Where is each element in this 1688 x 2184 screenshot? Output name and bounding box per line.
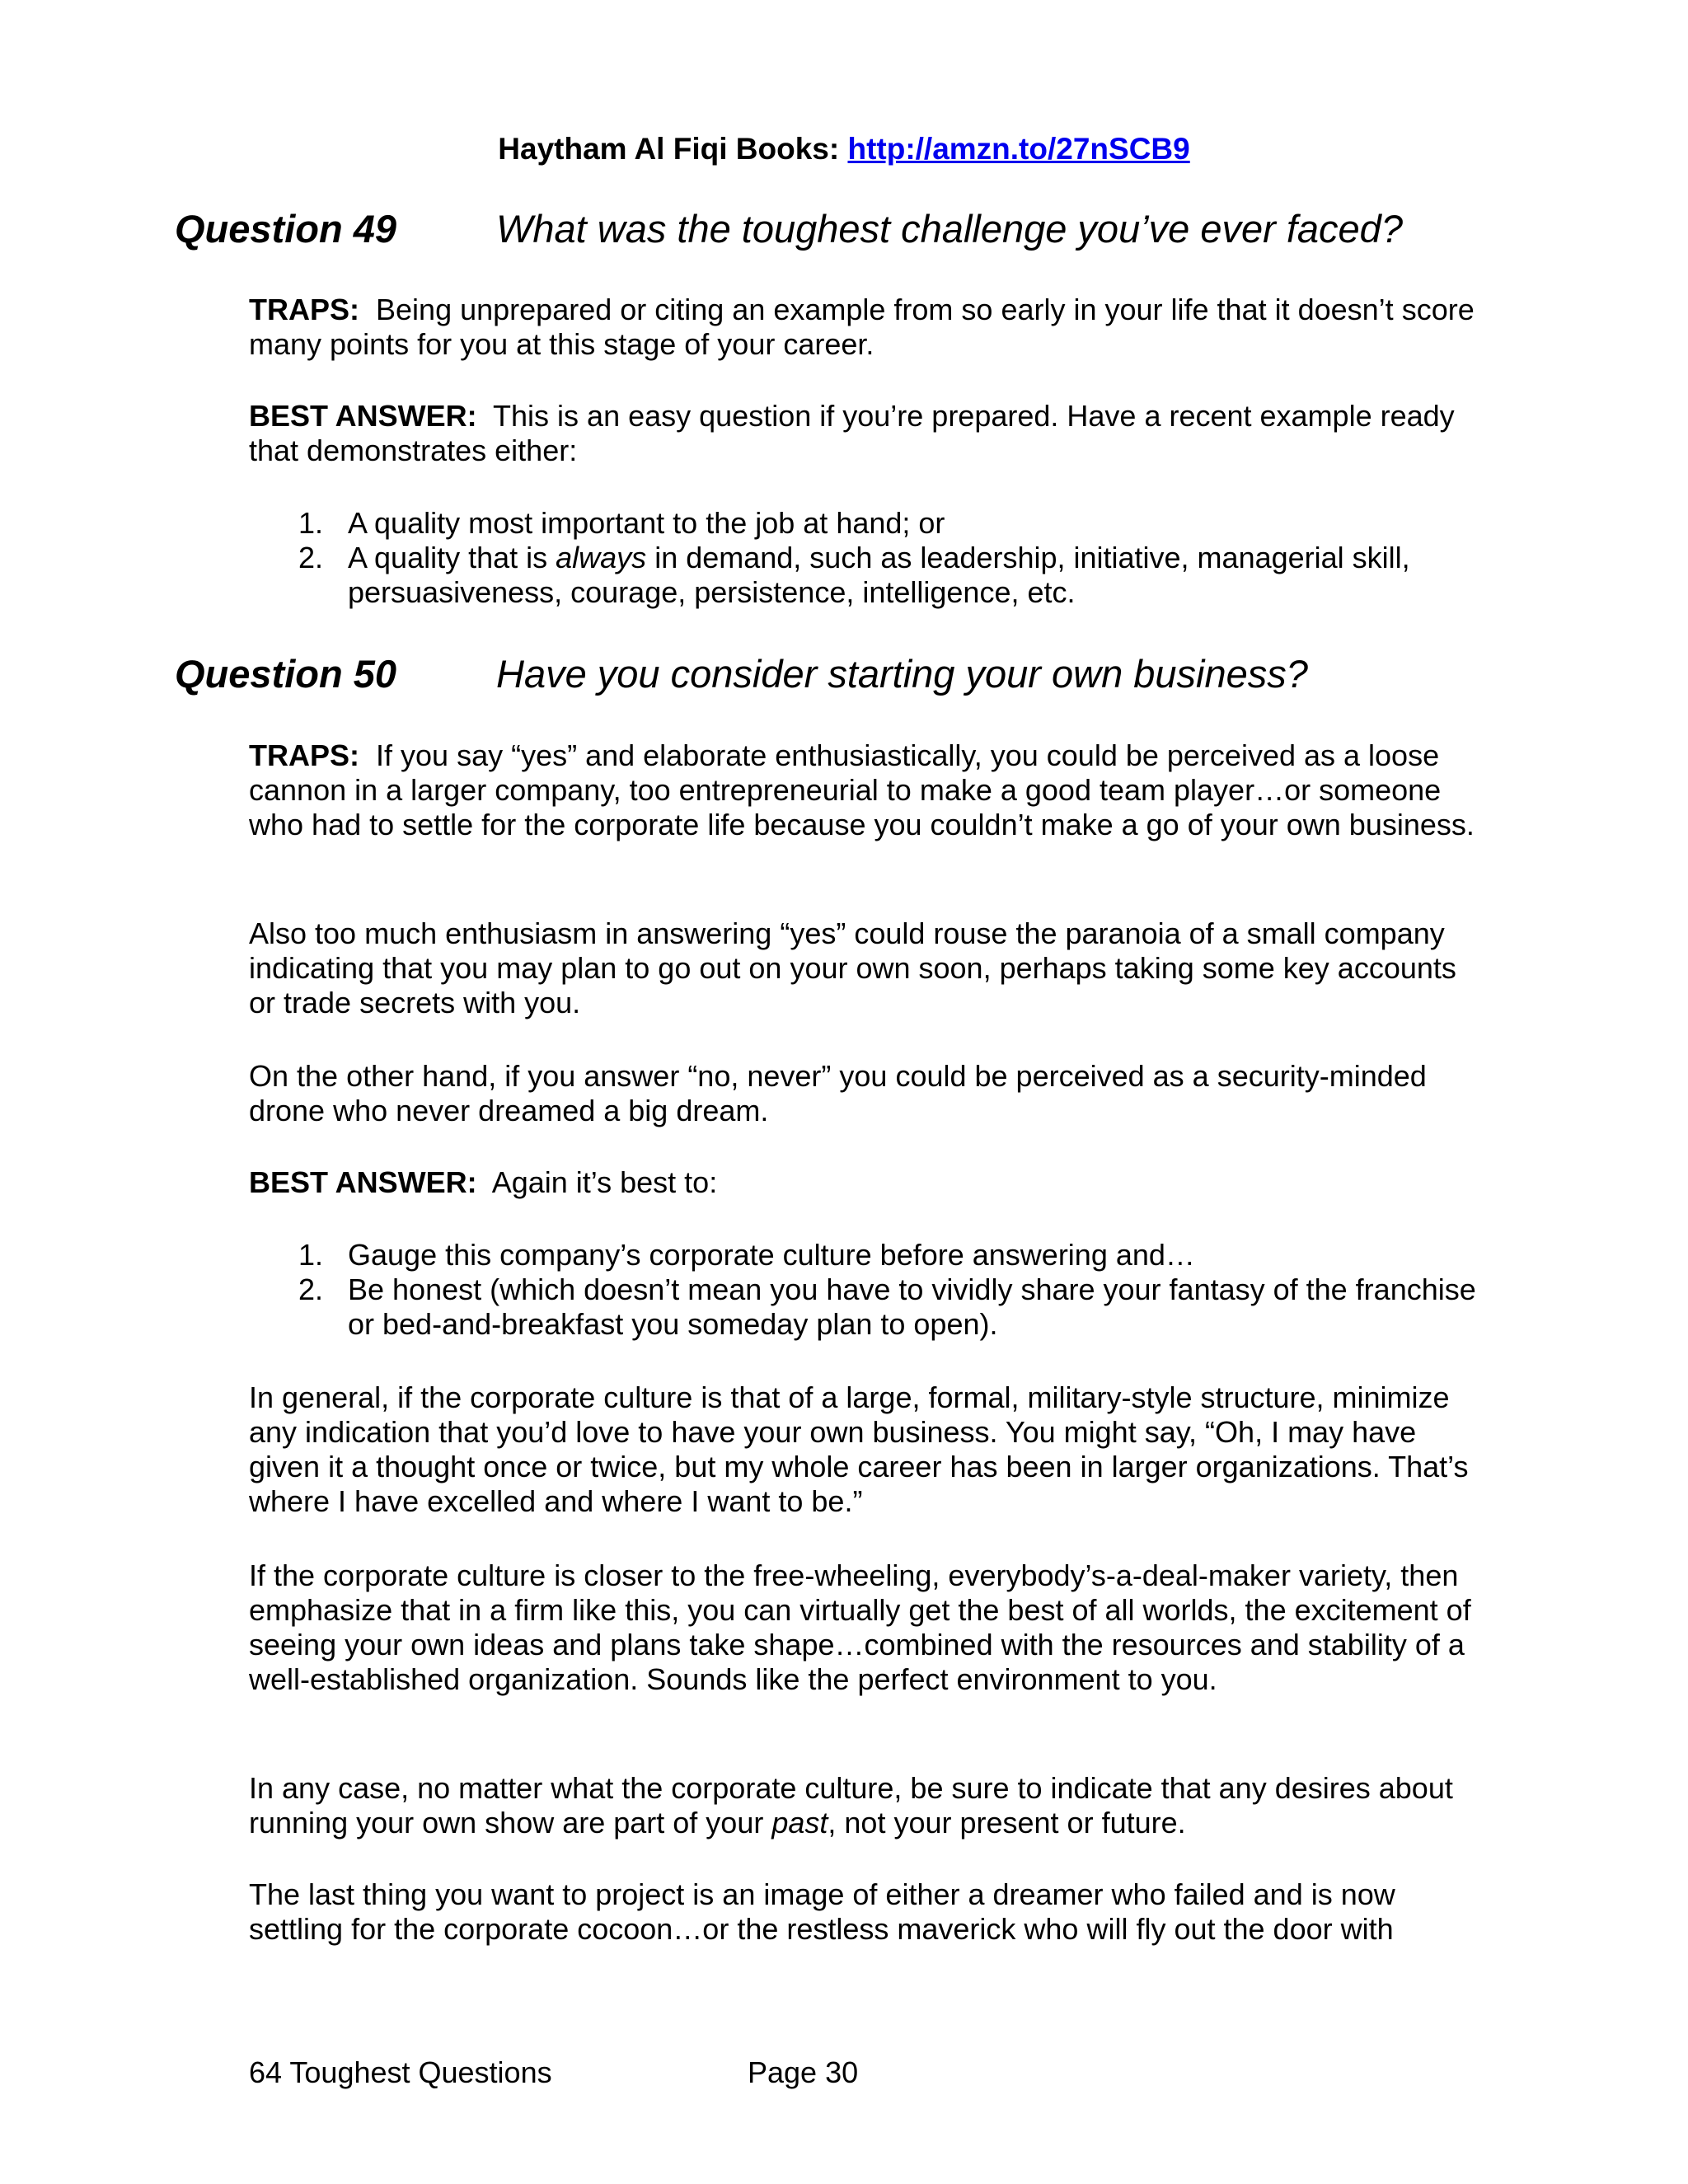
question-49-traps	[249, 293, 1485, 362]
paragraph-also: Also too much enthusiasm in answering “yes” could rouse the paranoia of a small company indicating that you may plan to go out on your own soon, perhaps taking some key accounts or trade secrets with you.	[249, 916, 1456, 1019]
question-49-number: Question 49	[175, 207, 397, 251]
header-label: Haytham Al Fiqi Books:	[498, 132, 848, 166]
list-item-text: Be honest (which doesn’t mean you have to vividly share your fantasy of the franchise or bed-and-breakfast you someday plan to open).	[348, 1272, 1476, 1341]
question-49-title: What was the toughest challenge you’ve ever faced?	[496, 207, 1403, 251]
list-item-text: A quality most important to the job at hand; or	[348, 506, 945, 540]
list-item	[249, 506, 1485, 541]
paragraph-general: In general, if the corporate culture is that of a large, formal, military-style structure, minimize any indication that you’d love to have your own business. You might say, “Oh, I may have given it a thought once or twice, but my whole career has been in larger organizations. That’s where I have excelled and where I want to be.”	[249, 1380, 1469, 1518]
page-footer	[249, 2055, 859, 2090]
paragraph-any-case	[249, 1771, 1485, 1840]
page-header	[0, 132, 1688, 166]
list-item-text-pre: A quality that is	[348, 541, 556, 574]
question-50-title: Have you consider starting your own business?	[496, 652, 1308, 696]
books-link[interactable]: http://amzn.to/27nSCB9	[847, 132, 1190, 166]
list-item	[249, 1238, 1485, 1272]
list-item-emphasis: always	[556, 541, 647, 574]
page-number: Page 30	[748, 2055, 859, 2089]
traps-text: If you say “yes” and elaborate enthusiastically, you could be perceived as a loose cannon in a larger company, too entrepreneurial to make a good team player…or someone who had to settle for the corporate life because you couldn’t make a go of your own business.	[249, 738, 1475, 841]
question-49-list	[249, 506, 1485, 610]
question-50-traps	[249, 738, 1485, 842]
list-item-number: 1.	[298, 1238, 324, 1272]
list-item	[249, 1272, 1485, 1342]
traps-label: TRAPS:	[249, 293, 359, 326]
traps-label: TRAPS:	[249, 738, 359, 772]
paragraph-other-hand: On the other hand, if you answer “no, never” you could be perceived as a security-minded drone who never dreamed a big dream.	[249, 1059, 1427, 1127]
list-item-number: 1.	[298, 506, 324, 540]
best-answer-label: BEST ANSWER:	[249, 399, 477, 433]
paragraph-any-case-post: , not your present or future.	[828, 1806, 1186, 1840]
question-49-heading	[175, 206, 1403, 252]
traps-text: Being unprepared or citing an example from so early in your life that it doesn’t score many points for you at this stage of your career.	[249, 293, 1475, 361]
footer-title: 64 Toughest Questions	[249, 2055, 552, 2089]
question-50-best-answer	[249, 1165, 1485, 1200]
question-50-list	[249, 1238, 1485, 1342]
list-item-text: Gauge this company’s corporate culture before answering and…	[348, 1238, 1195, 1272]
question-49-best-answer	[249, 399, 1485, 468]
list-item-number: 2.	[298, 1272, 324, 1306]
paragraph-free-wheeling: If the corporate culture is closer to the free-wheeling, everybody’s-a-deal-maker variety, then emphasize that in a firm like this, you can virtually get the best of all worlds, the excitement of seeing your own ideas and plans take shape…combined with the resources and stability of a well-established organization. Sounds like the perfect environment to you.	[249, 1558, 1471, 1696]
paragraph-last-thing: The last thing you want to project is an image of either a dreamer who failed and is now settling for the corporate cocoon…or the restless maverick who will fly out the door with	[249, 1877, 1395, 1946]
best-answer-text: This is an easy question if you’re prepared. Have a recent example ready that demonstrates either:	[249, 399, 1455, 467]
question-50-heading	[175, 651, 1308, 697]
best-answer-label: BEST ANSWER:	[249, 1165, 477, 1199]
paragraph-any-case-emphasis: past	[771, 1806, 828, 1840]
best-answer-text: Again it’s best to:	[491, 1165, 718, 1199]
list-item-number: 2.	[298, 541, 324, 574]
paragraph-any-case-pre: In any case, no matter what the corporate culture, be sure to indicate that any desires about running your own show are part of your	[249, 1771, 1453, 1840]
list-item	[249, 541, 1485, 610]
list-item-text-post: in demand, such as leadership, initiative, managerial skill, persuasiveness, courage, persistence, intelligence, etc.	[348, 541, 1410, 609]
question-50-number: Question 50	[175, 652, 397, 696]
